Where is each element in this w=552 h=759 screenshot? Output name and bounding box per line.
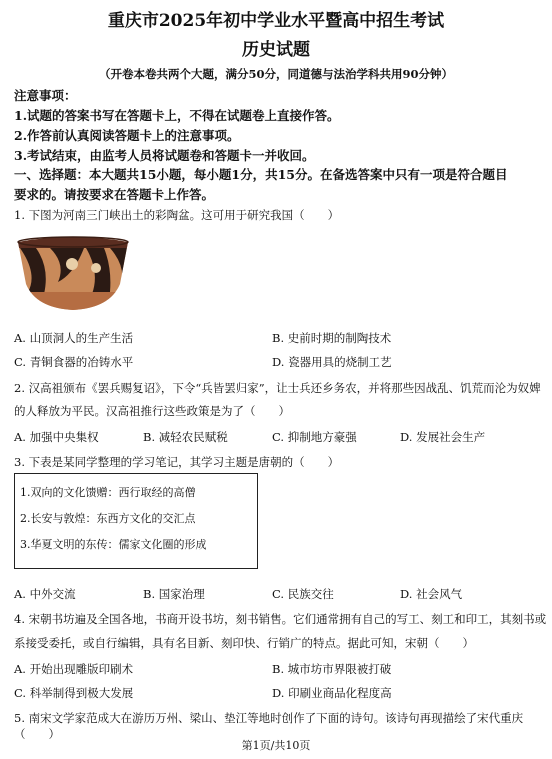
painted-pottery-basin-icon	[14, 234, 132, 312]
section-heading-line1: 一、选择题：本大题共15小题，每小题1分，共15分。在备选答案中只有一项是符合题目	[14, 167, 508, 182]
page-number: 第1页/共10页	[241, 739, 311, 752]
q1-option-d[interactable]: D. 瓷器用具的烧制工艺	[272, 355, 392, 369]
q4-stem-line1: 4. 宋朝书坊遍及全国各地，书商开设书坊，刻书销售。它们通常拥有自己的写工、刻工和印工，其刻书或	[14, 612, 547, 626]
notice-heading: 注意事项：	[14, 88, 77, 103]
q3-note-1: 1.双向的文化馈赠：西行取经的高僧	[20, 486, 196, 499]
q5-stem: 5. 南宋文学家范成大在游历万州、梁山、垫江等地时创作了下面的诗句。该诗句再现描绘了宋代重庆（ ）	[14, 711, 524, 741]
q3-option-b[interactable]: B. 国家治理	[143, 587, 205, 601]
q4-option-a[interactable]: A. 开始出现雕版印刷术	[14, 662, 134, 676]
exam-subtitle: 历史试题	[242, 40, 310, 60]
q3-notes-box	[14, 473, 258, 569]
q2-option-c[interactable]: C. 抑制地方豪强	[272, 430, 357, 444]
q1-stem: 1. 下图为河南三门峡出土的彩陶盆。这可用于研究我国（ ）	[14, 208, 340, 222]
q3-option-d[interactable]: D. 社会风气	[400, 587, 463, 601]
q4-option-d[interactable]: D. 印刷业商品化程度高	[272, 686, 392, 700]
q2-option-b[interactable]: B. 减轻农民赋税	[143, 430, 228, 444]
q3-option-a[interactable]: A. 中外交流	[14, 587, 76, 601]
q1-option-b[interactable]: B. 史前时期的制陶技术	[272, 331, 392, 345]
q3-note-2: 2.长安与敦煌：东西方文化的交汇点	[20, 512, 196, 525]
q3-note-3: 3.华夏文明的东传：儒家文化圈的形成	[20, 538, 207, 551]
exam-note: （开卷本卷共两个大题，满分50分，同道德与法治学科共用90分钟）	[98, 67, 453, 81]
q3-stem: 3. 下表是某同学整理的学习笔记，其学习主题是唐朝的（ ）	[14, 455, 340, 469]
notice-item-1: 1.试题的答案书写在答题卡上，不得在试题卷上直接作答。	[14, 108, 340, 123]
section-heading-line2: 要求的。请按要求在答题卡上作答。	[14, 187, 215, 202]
q2-option-d[interactable]: D. 发展社会生产	[400, 430, 486, 444]
notice-item-3: 3.考试结束，由监考人员将试题卷和答题卡一并收回。	[14, 148, 315, 163]
q1-option-a[interactable]: A. 山顶洞人的生产生活	[14, 331, 134, 345]
q4-option-b[interactable]: B. 城市坊市界限被打破	[272, 662, 392, 676]
q1-option-c[interactable]: C. 青铜食器的冶铸水平	[14, 355, 134, 369]
q4-stem-line2: 系接受委托，或自行编辑，具有名目新、刻印快、行销广的特点。据此可知，宋朝（ ）	[14, 636, 474, 650]
q2-stem-line1: 2. 汉高祖颁布《罢兵赐复诏》，下令“兵皆罢归家”，让士兵还乡务农，并将那些因战乱、饥荒而沦为奴婢	[14, 381, 541, 395]
q3-option-c[interactable]: C. 民族交往	[272, 587, 334, 601]
q2-option-a[interactable]: A. 加强中央集权	[14, 430, 99, 444]
q2-stem-line2: 的人释放为平民。汉高祖推行这些政策是为了（ ）	[14, 404, 290, 418]
notice-item-2: 2.作答前认真阅读答题卡上的注意事项。	[14, 128, 240, 143]
exam-title: 重庆市2025年初中学业水平暨高中招生考试	[107, 11, 445, 31]
q4-option-c[interactable]: C. 科举制得到极大发展	[14, 686, 134, 700]
